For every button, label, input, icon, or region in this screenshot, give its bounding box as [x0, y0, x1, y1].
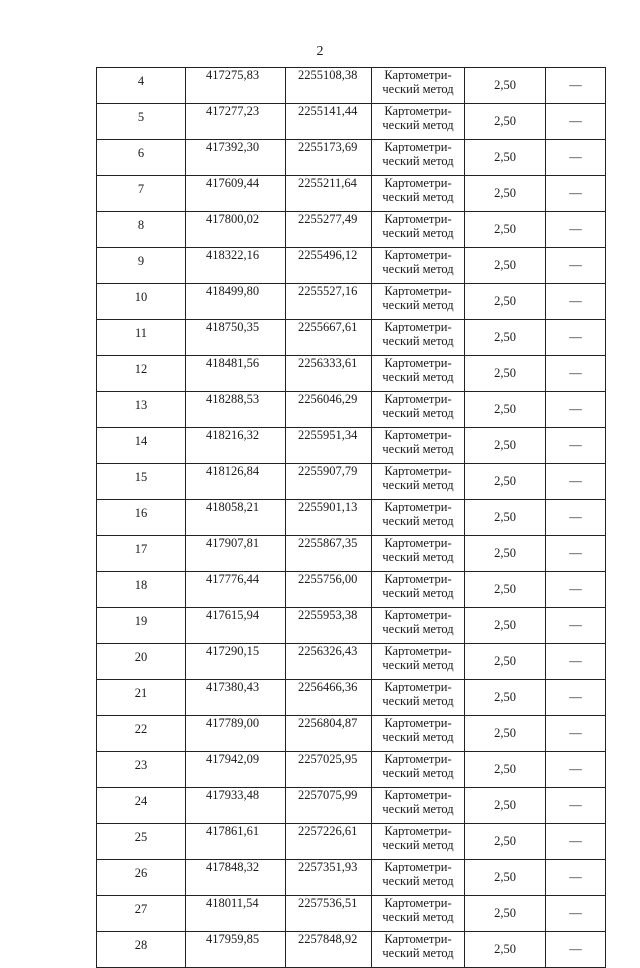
- accuracy-value: 2,50: [465, 860, 546, 896]
- table-body: [97, 68, 606, 968]
- method-line-1: Картометри-: [384, 788, 452, 802]
- coordinate-y: 2257536,51: [286, 896, 372, 932]
- table-row: [97, 68, 606, 104]
- table-row: [97, 464, 606, 500]
- table-row: [97, 572, 606, 608]
- accuracy-value: 2,50: [465, 788, 546, 824]
- method-cell: [372, 500, 465, 536]
- description-cell: —: [546, 104, 606, 140]
- method-line-1: Картометри-: [384, 680, 452, 694]
- description-cell: —: [546, 68, 606, 104]
- coordinate-y: 2255867,35: [286, 536, 372, 572]
- method-line-2: ческий метод: [382, 550, 454, 564]
- point-number: 13: [97, 392, 186, 428]
- method-cell: [372, 680, 465, 716]
- point-number: 5: [97, 104, 186, 140]
- method-line-2: ческий метод: [382, 694, 454, 708]
- coordinate-x: 418499,80: [186, 284, 286, 320]
- coordinate-y: 2255496,12: [286, 248, 372, 284]
- method-line-1: Картометри-: [384, 536, 452, 550]
- coordinate-y: 2256046,29: [286, 392, 372, 428]
- point-number: 17: [97, 536, 186, 572]
- point-number: 22: [97, 716, 186, 752]
- point-number: 28: [97, 932, 186, 968]
- accuracy-value: 2,50: [465, 608, 546, 644]
- page-number: 2: [316, 44, 324, 59]
- coordinate-y: 2256333,61: [286, 356, 372, 392]
- coordinate-x: 418750,35: [186, 320, 286, 356]
- method-line-1: Картометри-: [384, 212, 452, 226]
- coordinate-x: 417290,15: [186, 644, 286, 680]
- point-number: 14: [97, 428, 186, 464]
- method-cell: [372, 716, 465, 752]
- coordinate-y: 2257226,61: [286, 824, 372, 860]
- method-cell: [372, 464, 465, 500]
- method-line-1: Картометри-: [384, 500, 452, 514]
- description-cell: —: [546, 320, 606, 356]
- description-cell: —: [546, 608, 606, 644]
- method-line-2: ческий метод: [382, 334, 454, 348]
- point-number: 21: [97, 680, 186, 716]
- method-cell: [372, 644, 465, 680]
- coordinate-x: 417933,48: [186, 788, 286, 824]
- coordinate-y: 2257351,93: [286, 860, 372, 896]
- method-cell: [372, 824, 465, 860]
- method-cell: [372, 932, 465, 968]
- table-row: [97, 320, 606, 356]
- method-cell: [372, 68, 465, 104]
- method-cell: [372, 140, 465, 176]
- method-line-2: ческий метод: [382, 946, 454, 960]
- coordinate-x: 418058,21: [186, 500, 286, 536]
- accuracy-value: 2,50: [465, 212, 546, 248]
- accuracy-value: 2,50: [465, 644, 546, 680]
- table-row: [97, 248, 606, 284]
- description-cell: —: [546, 176, 606, 212]
- point-number: 24: [97, 788, 186, 824]
- point-number: 9: [97, 248, 186, 284]
- method-line-1: Картометри-: [384, 68, 452, 82]
- coordinate-y: 2257025,95: [286, 752, 372, 788]
- description-cell: —: [546, 500, 606, 536]
- table-row: [97, 176, 606, 212]
- table-row: [97, 824, 606, 860]
- coordinate-y: 2255211,64: [286, 176, 372, 212]
- description-cell: —: [546, 752, 606, 788]
- method-cell: [372, 860, 465, 896]
- point-number: 8: [97, 212, 186, 248]
- method-line-1: Картометри-: [384, 392, 452, 406]
- method-line-1: Картометри-: [384, 644, 452, 658]
- table-row: [97, 644, 606, 680]
- coordinate-x: 417907,81: [186, 536, 286, 572]
- method-line-2: ческий метод: [382, 442, 454, 456]
- method-line-1: Картометри-: [384, 104, 452, 118]
- accuracy-value: 2,50: [465, 500, 546, 536]
- coordinate-y: 2256804,87: [286, 716, 372, 752]
- method-line-1: Картометри-: [384, 572, 452, 586]
- description-cell: —: [546, 644, 606, 680]
- method-cell: [372, 608, 465, 644]
- method-cell: [372, 536, 465, 572]
- coordinate-x: 418126,84: [186, 464, 286, 500]
- table-row: [97, 860, 606, 896]
- method-line-2: ческий метод: [382, 730, 454, 744]
- coordinate-x: 417392,30: [186, 140, 286, 176]
- method-line-1: Картометри-: [384, 320, 452, 334]
- method-line-1: Картометри-: [384, 608, 452, 622]
- method-cell: [372, 392, 465, 428]
- method-line-1: Картометри-: [384, 932, 452, 946]
- method-line-2: ческий метод: [382, 406, 454, 420]
- method-line-1: Картометри-: [384, 896, 452, 910]
- point-number: 19: [97, 608, 186, 644]
- method-line-2: ческий метод: [382, 82, 454, 96]
- method-line-2: ческий метод: [382, 874, 454, 888]
- point-number: 18: [97, 572, 186, 608]
- method-cell: [372, 176, 465, 212]
- accuracy-value: 2,50: [465, 320, 546, 356]
- coordinate-y: 2257075,99: [286, 788, 372, 824]
- description-cell: —: [546, 680, 606, 716]
- table-row: [97, 896, 606, 932]
- method-line-2: ческий метод: [382, 154, 454, 168]
- accuracy-value: 2,50: [465, 104, 546, 140]
- table-row: [97, 536, 606, 572]
- point-number: 25: [97, 824, 186, 860]
- method-line-1: Картометри-: [384, 860, 452, 874]
- coordinate-x: 417848,32: [186, 860, 286, 896]
- method-line-1: Картометри-: [384, 824, 452, 838]
- table-row: [97, 788, 606, 824]
- method-line-2: ческий метод: [382, 118, 454, 132]
- method-cell: [372, 572, 465, 608]
- method-line-2: ческий метод: [382, 262, 454, 276]
- table-row: [97, 284, 606, 320]
- table-row: [97, 212, 606, 248]
- table-row: [97, 716, 606, 752]
- accuracy-value: 2,50: [465, 752, 546, 788]
- method-cell: [372, 248, 465, 284]
- coordinate-y: 2255901,13: [286, 500, 372, 536]
- description-cell: —: [546, 464, 606, 500]
- method-line-2: ческий метод: [382, 298, 454, 312]
- table-row: [97, 140, 606, 176]
- method-line-1: Картометри-: [384, 140, 452, 154]
- coordinate-x: 418322,16: [186, 248, 286, 284]
- accuracy-value: 2,50: [465, 140, 546, 176]
- coordinate-y: 2255907,79: [286, 464, 372, 500]
- coordinate-x: 417789,00: [186, 716, 286, 752]
- coordinate-y: 2257848,92: [286, 932, 372, 968]
- table-row: [97, 104, 606, 140]
- table-row: [97, 752, 606, 788]
- accuracy-value: 2,50: [465, 824, 546, 860]
- coordinate-x: 418481,56: [186, 356, 286, 392]
- description-cell: —: [546, 716, 606, 752]
- coordinate-y: 2255277,49: [286, 212, 372, 248]
- method-line-2: ческий метод: [382, 802, 454, 816]
- table-row: [97, 932, 606, 968]
- description-cell: —: [546, 932, 606, 968]
- point-number: 20: [97, 644, 186, 680]
- method-cell: [372, 752, 465, 788]
- description-cell: —: [546, 788, 606, 824]
- method-cell: [372, 356, 465, 392]
- method-cell: [372, 896, 465, 932]
- coordinate-y: 2255953,38: [286, 608, 372, 644]
- coordinate-y: 2256326,43: [286, 644, 372, 680]
- description-cell: —: [546, 572, 606, 608]
- coordinate-x: 418216,32: [186, 428, 286, 464]
- coordinate-x: 417776,44: [186, 572, 286, 608]
- method-line-2: ческий метод: [382, 586, 454, 600]
- coordinate-y: 2255173,69: [286, 140, 372, 176]
- table-row: [97, 428, 606, 464]
- method-line-1: Картометри-: [384, 284, 452, 298]
- coordinate-y: 2255108,38: [286, 68, 372, 104]
- method-line-2: ческий метод: [382, 622, 454, 636]
- coordinate-x: 417380,43: [186, 680, 286, 716]
- method-cell: [372, 284, 465, 320]
- accuracy-value: 2,50: [465, 68, 546, 104]
- description-cell: —: [546, 392, 606, 428]
- coordinate-x: 417861,61: [186, 824, 286, 860]
- method-cell: [372, 788, 465, 824]
- method-line-1: Картометри-: [384, 248, 452, 262]
- description-cell: —: [546, 140, 606, 176]
- coordinate-y: 2256466,36: [286, 680, 372, 716]
- description-cell: —: [546, 824, 606, 860]
- method-line-1: Картометри-: [384, 428, 452, 442]
- accuracy-value: 2,50: [465, 428, 546, 464]
- method-line-1: Картометри-: [384, 356, 452, 370]
- coordinate-x: 417959,85: [186, 932, 286, 968]
- method-line-2: ческий метод: [382, 514, 454, 528]
- coordinate-x: 417609,44: [186, 176, 286, 212]
- table-row: [97, 356, 606, 392]
- accuracy-value: 2,50: [465, 536, 546, 572]
- point-number: 11: [97, 320, 186, 356]
- coordinate-y: 2255756,00: [286, 572, 372, 608]
- method-line-1: Картометри-: [384, 752, 452, 766]
- coordinate-y: 2255667,61: [286, 320, 372, 356]
- point-number: 26: [97, 860, 186, 896]
- coordinate-x: 418288,53: [186, 392, 286, 428]
- method-line-1: Картометри-: [384, 716, 452, 730]
- method-line-1: Картометри-: [384, 176, 452, 190]
- method-line-2: ческий метод: [382, 190, 454, 204]
- accuracy-value: 2,50: [465, 932, 546, 968]
- method-line-2: ческий метод: [382, 478, 454, 492]
- accuracy-value: 2,50: [465, 464, 546, 500]
- method-line-2: ческий метод: [382, 370, 454, 384]
- description-cell: —: [546, 248, 606, 284]
- coordinate-x: 417800,02: [186, 212, 286, 248]
- accuracy-value: 2,50: [465, 284, 546, 320]
- point-number: 12: [97, 356, 186, 392]
- coordinate-x: 417615,94: [186, 608, 286, 644]
- accuracy-value: 2,50: [465, 716, 546, 752]
- description-cell: —: [546, 212, 606, 248]
- point-number: 23: [97, 752, 186, 788]
- method-line-2: ческий метод: [382, 838, 454, 852]
- description-cell: —: [546, 356, 606, 392]
- table-row: [97, 500, 606, 536]
- accuracy-value: 2,50: [465, 392, 546, 428]
- point-number: 16: [97, 500, 186, 536]
- table-row: [97, 680, 606, 716]
- point-number: 7: [97, 176, 186, 212]
- point-number: 10: [97, 284, 186, 320]
- method-line-2: ческий метод: [382, 766, 454, 780]
- method-cell: [372, 212, 465, 248]
- method-cell: [372, 428, 465, 464]
- method-line-2: ческий метод: [382, 910, 454, 924]
- accuracy-value: 2,50: [465, 572, 546, 608]
- coordinate-x: 417275,83: [186, 68, 286, 104]
- description-cell: —: [546, 896, 606, 932]
- method-line-2: ческий метод: [382, 658, 454, 672]
- accuracy-value: 2,50: [465, 176, 546, 212]
- method-line-1: Картометри-: [384, 464, 452, 478]
- accuracy-value: 2,50: [465, 896, 546, 932]
- point-number: 4: [97, 68, 186, 104]
- description-cell: —: [546, 428, 606, 464]
- point-number: 15: [97, 464, 186, 500]
- coordinate-x: 418011,54: [186, 896, 286, 932]
- table-row: [97, 392, 606, 428]
- table-row: [97, 608, 606, 644]
- coordinates-table: [96, 67, 606, 968]
- coordinate-y: 2255951,34: [286, 428, 372, 464]
- accuracy-value: 2,50: [465, 248, 546, 284]
- method-cell: [372, 320, 465, 356]
- point-number: 27: [97, 896, 186, 932]
- description-cell: —: [546, 860, 606, 896]
- description-cell: —: [546, 284, 606, 320]
- method-cell: [372, 104, 465, 140]
- description-cell: —: [546, 536, 606, 572]
- coordinate-x: 417942,09: [186, 752, 286, 788]
- accuracy-value: 2,50: [465, 356, 546, 392]
- coordinate-y: 2255141,44: [286, 104, 372, 140]
- coordinate-x: 417277,23: [186, 104, 286, 140]
- coordinate-y: 2255527,16: [286, 284, 372, 320]
- accuracy-value: 2,50: [465, 680, 546, 716]
- method-line-2: ческий метод: [382, 226, 454, 240]
- point-number: 6: [97, 140, 186, 176]
